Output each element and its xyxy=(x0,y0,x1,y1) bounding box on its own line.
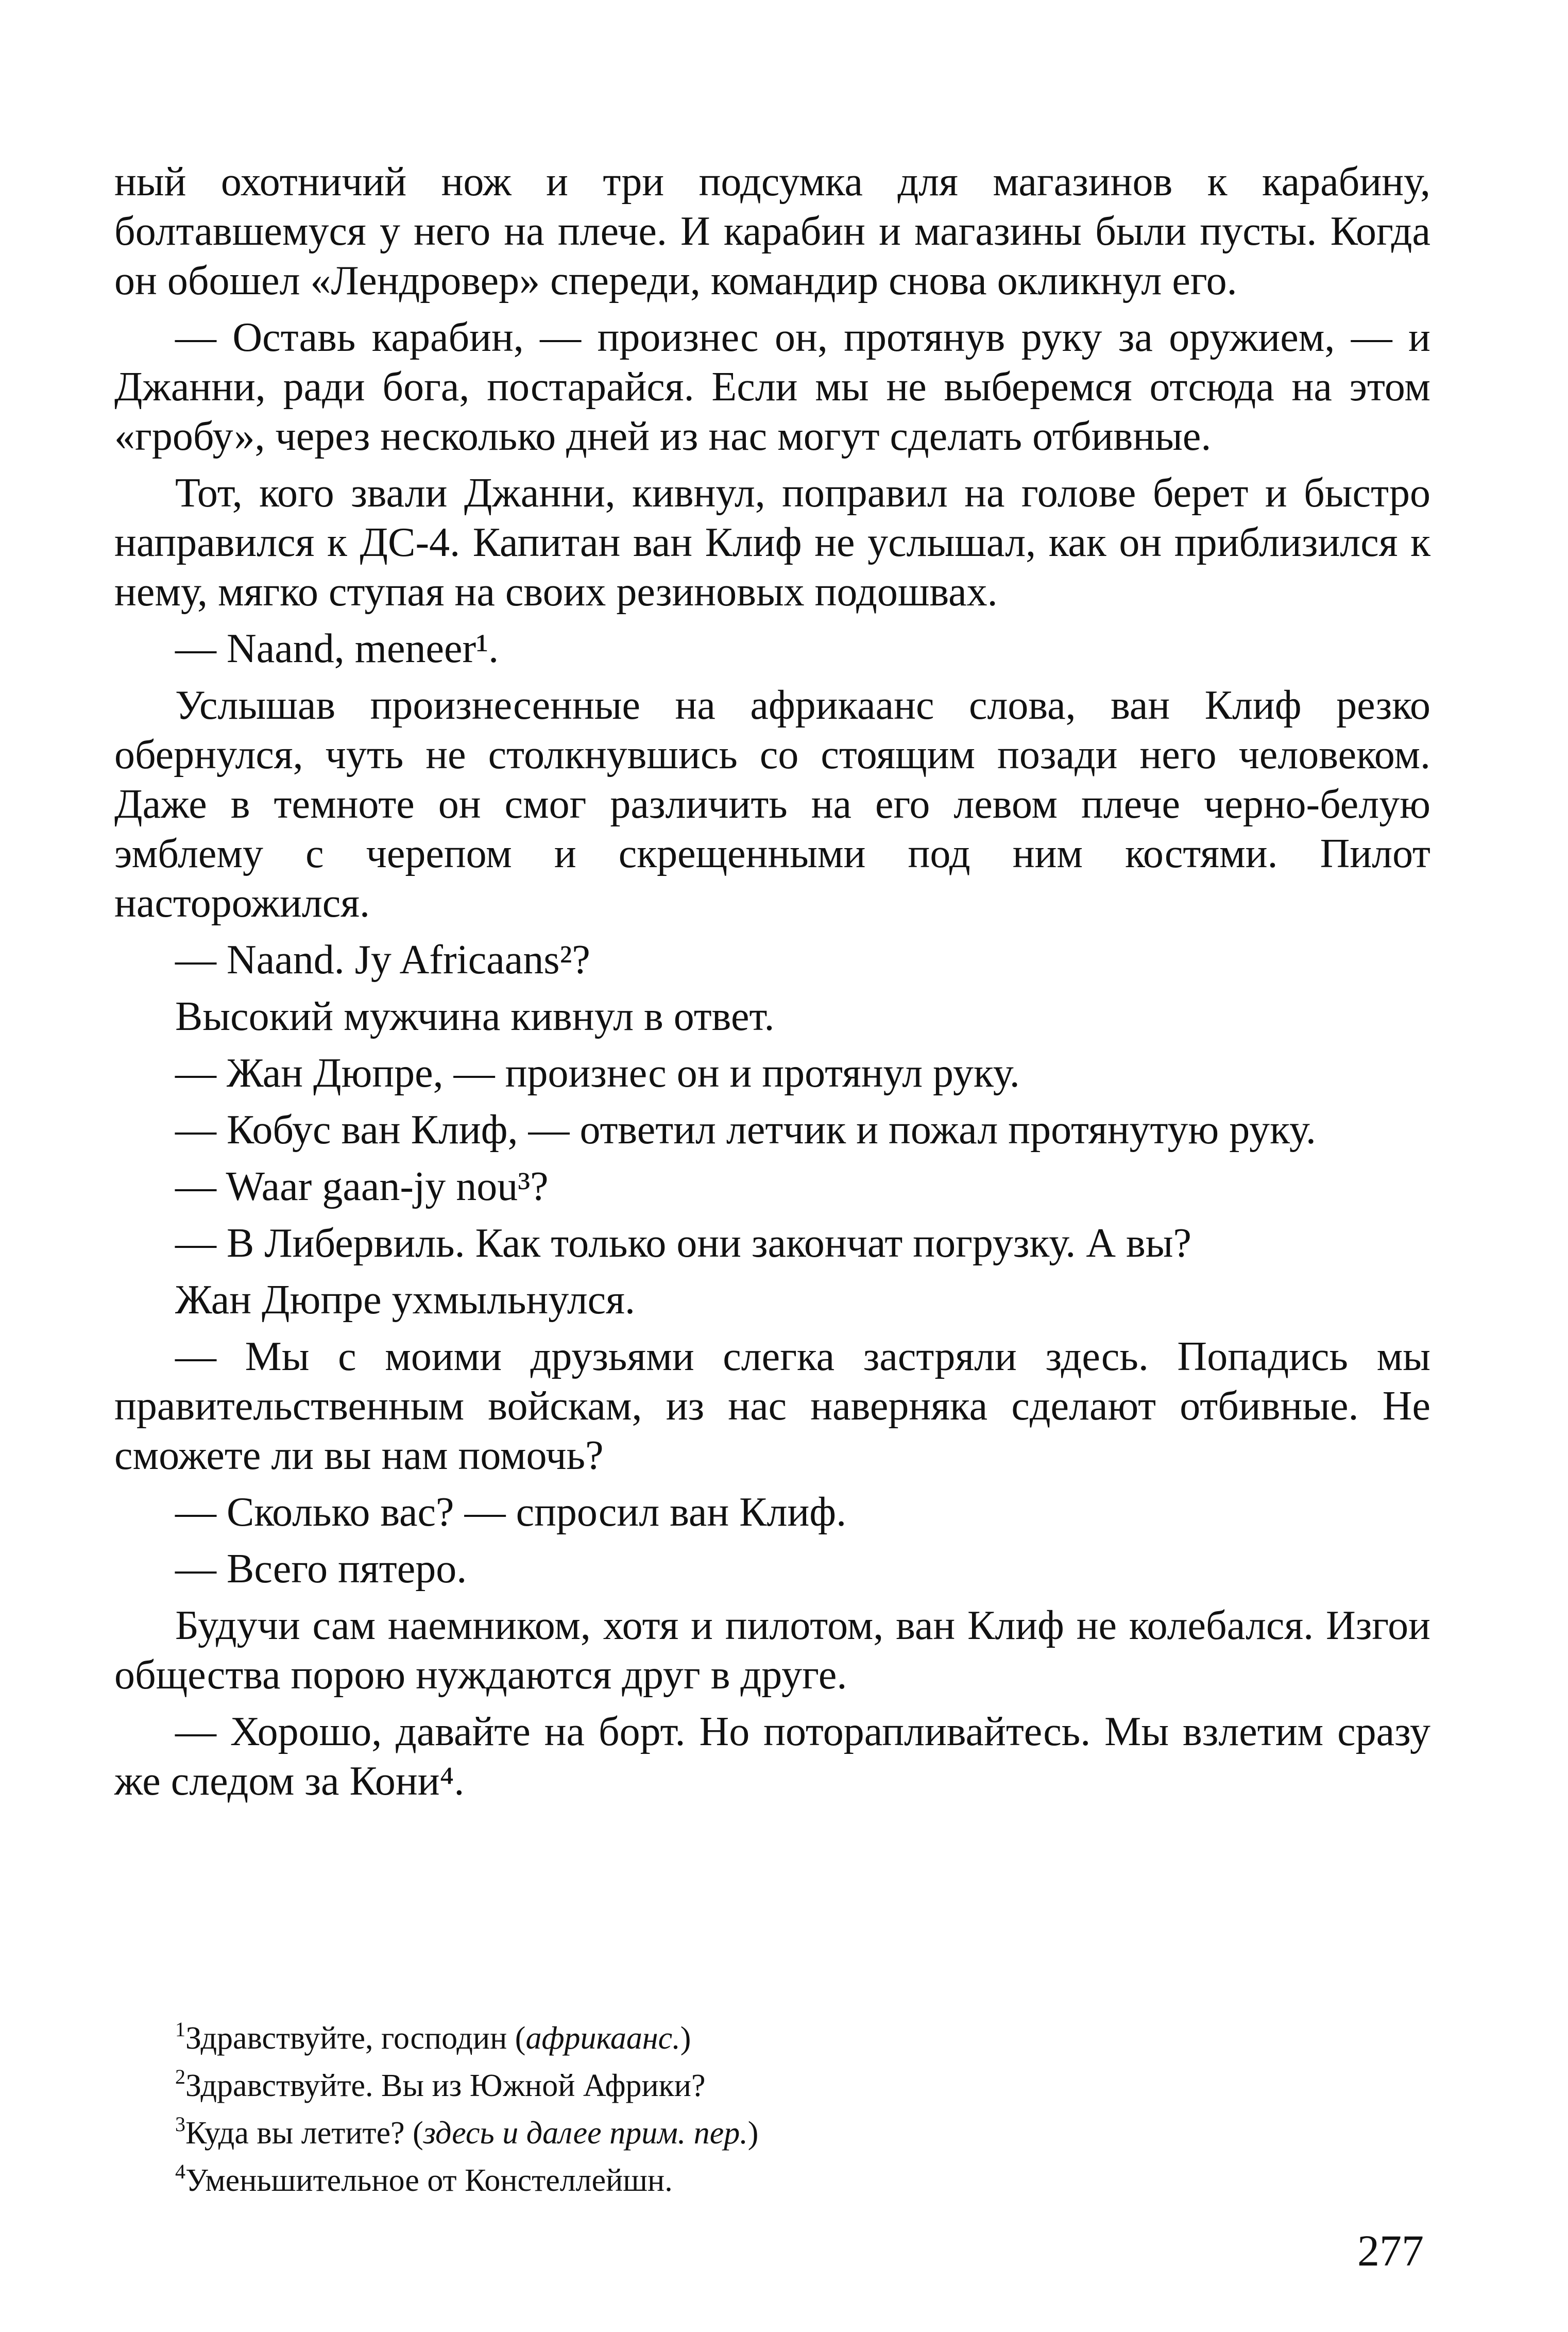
footnote-text: Куда вы летите? ( xyxy=(185,2116,423,2151)
footnote-number: 1 xyxy=(175,2018,185,2041)
footnote-4 xyxy=(175,2157,1360,2204)
paragraph-8: — Жан Дюпре, — произнес он и протянул руку. xyxy=(175,1051,1020,1096)
footnote-after: ) xyxy=(747,2116,759,2151)
paragraph-4: — Naand, meneer¹. xyxy=(175,626,499,671)
paragraph-3: Тот, кого звали Джанни, кивнул, поправил на голове берет и быстро направился к ДС-4. Капитан ван Клиф не услышал, как он приблизился к нему, мягко ступая на своих резиновых подошвах. xyxy=(114,470,1430,615)
footnote-italic: здесь и далее прим. пер. xyxy=(423,2116,748,2151)
footnote-text: Здравствуйте, господин ( xyxy=(185,2021,526,2056)
footnote-2 xyxy=(175,2062,1360,2109)
footnote-italic: африкаанс. xyxy=(525,2021,680,2056)
footnote-text: Здравствуйте. Вы из Южной Африки? xyxy=(185,2068,706,2103)
footnote-1 xyxy=(175,2015,1360,2062)
paragraph-13: — Мы с моими друзьями слегка застряли здесь. Попадись мы правительственным войскам, из нас наверняка сделают отбивные. Не сможете ли вы нам помочь? xyxy=(114,1334,1430,1478)
paragraph-5: Услышав произнесенные на африкаанс слова, ван Клиф резко обернулся, чуть не столкнувшись со стоящим позади него человеком. Даже в темноте он смог различить на его левом плече черно-белую эмблему с черепом и скрещенными под ним костями. Пилот насторожился. xyxy=(114,683,1430,926)
footnote-after: ) xyxy=(680,2021,691,2056)
paragraph-11: — В Либервиль. Как только они закончат погрузку. А вы? xyxy=(175,1221,1192,1266)
footnotes xyxy=(175,2015,1360,2204)
paragraph-1: ный охотничий нож и три подсумка для магазинов к карабину, болтавшемуся у него на плече. И карабин и магазины были пусты. Когда он обошел «Лендровер» спереди, командир снова окликнул его. xyxy=(114,159,1430,303)
paragraph-6: — Naand. Jy Africaans²? xyxy=(175,937,590,983)
paragraph-17: — Хорошо, давайте на борт. Но поторапливайтесь. Мы взлетим сразу же следом за Кони⁴. xyxy=(114,1709,1430,1804)
page-number: 277 xyxy=(1357,2226,1424,2275)
paragraph-14: — Сколько вас? — спросил ван Клиф. xyxy=(175,1490,847,1535)
paragraph-7: Высокий мужчина кивнул в ответ. xyxy=(175,994,775,1039)
paragraph-2: — Оставь карабин, — произнес он, протянув руку за оружием, — и Джанни, ради бога, постарайся. Если мы не выберемся отсюда на этом «гробу», через несколько дней из нас могут сделать отбивные. xyxy=(114,315,1430,459)
paragraph-12: Жан Дюпре ухмыльнулся. xyxy=(175,1277,635,1323)
footnote-text: Уменьшительное от Констеллейшн. xyxy=(185,2163,673,2198)
paragraph-16: Будучи сам наемником, хотя и пилотом, ван Клиф не колебался. Изгои общества порою нуждаются друг в друге. xyxy=(114,1603,1430,1698)
footnote-3 xyxy=(175,2109,1360,2157)
paragraph-15: — Всего пятеро. xyxy=(175,1546,467,1592)
paragraph-9: — Кобус ван Клиф, — ответил летчик и пожал протянутую руку. xyxy=(175,1107,1316,1153)
main-text xyxy=(114,157,1430,1813)
footnote-number: 3 xyxy=(175,2113,185,2136)
footnote-number: 4 xyxy=(175,2160,185,2183)
footnote-number: 2 xyxy=(175,2065,185,2088)
paragraph-10: — Waar gaan-jy nou³? xyxy=(175,1164,549,1209)
